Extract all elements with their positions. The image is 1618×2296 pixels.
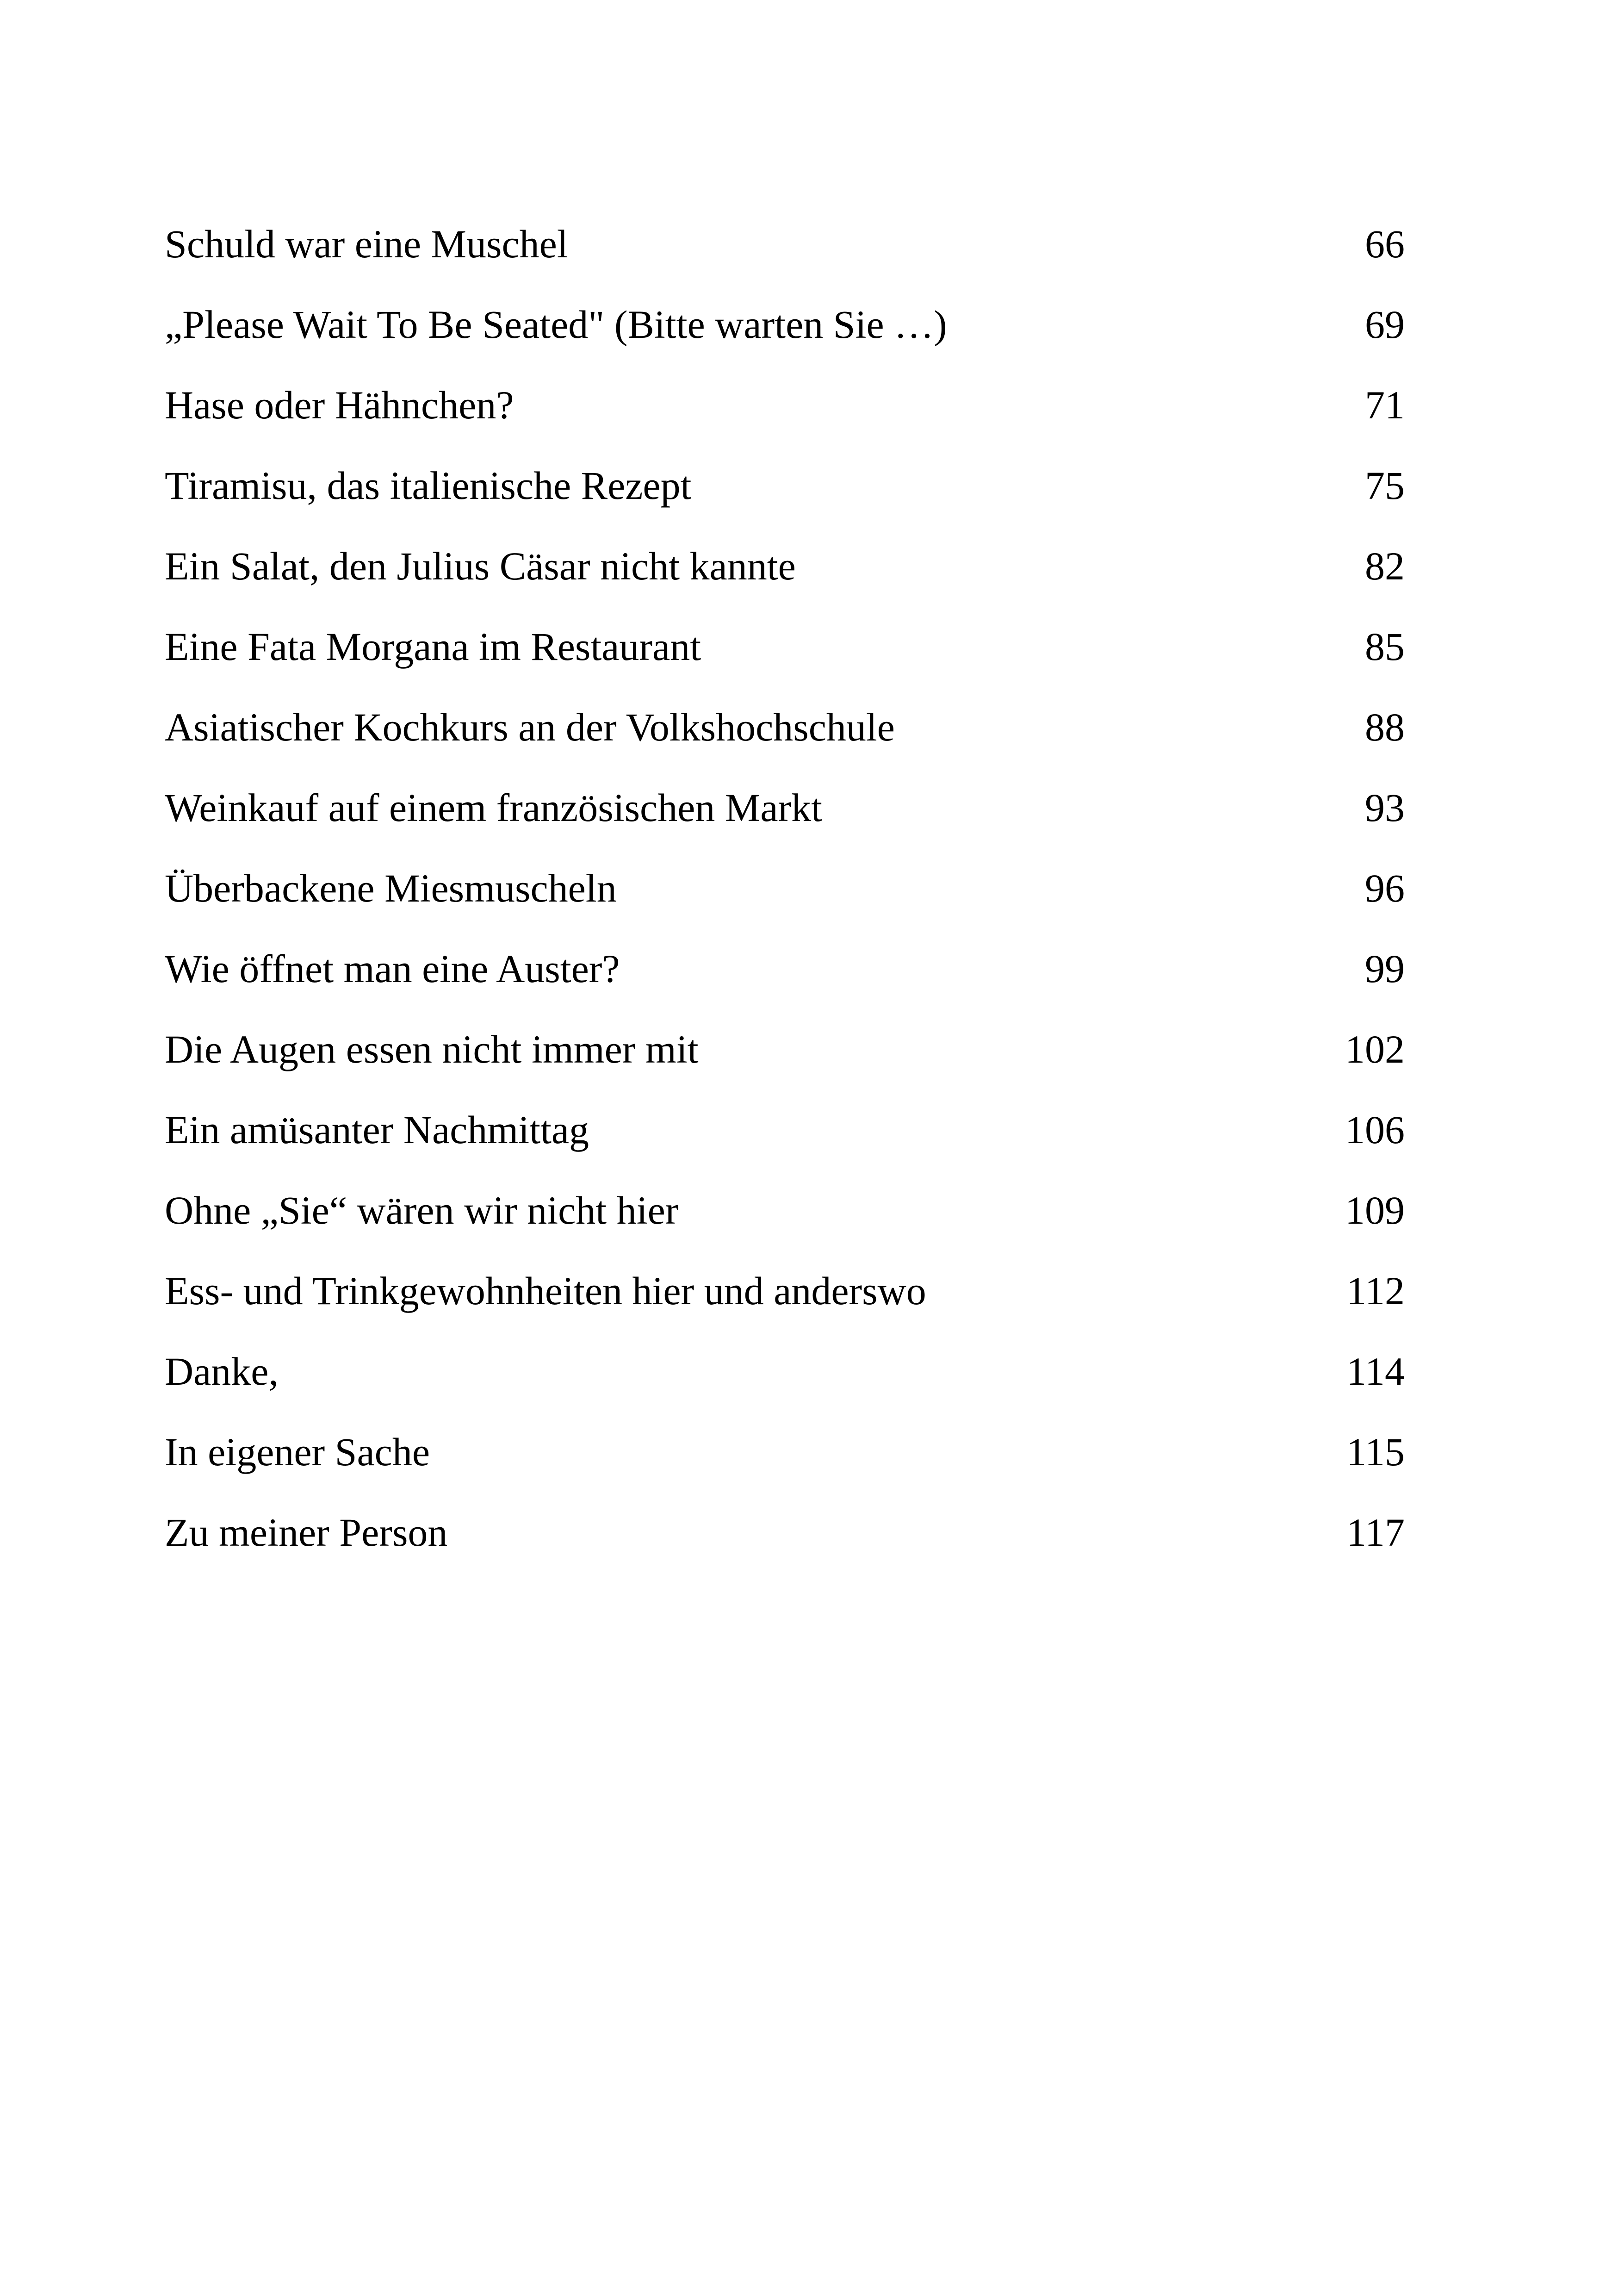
toc-entry-page: 96 [1365, 866, 1405, 910]
table-of-contents [165, 209, 1405, 1578]
toc-entry [165, 451, 1405, 531]
toc-entry-page: 75 [1365, 463, 1405, 508]
toc-entry [165, 1498, 1405, 1578]
toc-entry-title: „Please Wait To Be Seated" (Bitte warten Sie …) [165, 302, 947, 347]
toc-entry-page: 115 [1346, 1430, 1405, 1474]
toc-entry-page: 82 [1365, 544, 1405, 588]
toc-entry [165, 612, 1405, 692]
toc-entry [165, 531, 1405, 612]
toc-entry-page: 66 [1365, 222, 1405, 266]
toc-entry-page: 71 [1365, 383, 1405, 427]
toc-entry-title: In eigener Sache [165, 1430, 430, 1474]
toc-entry-title: Hase oder Hähnchen? [165, 383, 514, 427]
toc-entry [165, 1337, 1405, 1417]
toc-entry-page: 85 [1365, 624, 1405, 669]
toc-entry-title: Weinkauf auf einem französischen Markt [165, 785, 823, 830]
toc-entry [165, 370, 1405, 451]
toc-entry [165, 1417, 1405, 1498]
toc-entry-title: Ohne „Sie“ wären wir nicht hier [165, 1188, 679, 1232]
toc-entry-page: 112 [1346, 1269, 1405, 1313]
toc-entry-title: Schuld war eine Muschel [165, 222, 568, 266]
toc-entry-page: 109 [1345, 1188, 1405, 1232]
toc-entry-page: 102 [1345, 1027, 1405, 1071]
toc-entry [165, 290, 1405, 370]
toc-entry [165, 1095, 1405, 1176]
toc-entry [165, 1014, 1405, 1095]
toc-entry-title: Die Augen essen nicht immer mit [165, 1027, 699, 1071]
toc-entry [165, 692, 1405, 773]
toc-entry-title: Asiatischer Kochkurs an der Volkshochschule [165, 705, 895, 749]
toc-entry-title: Ein Salat, den Julius Cäsar nicht kannte [165, 544, 796, 588]
toc-entry [165, 773, 1405, 853]
toc-entry [165, 209, 1405, 290]
toc-entry-title: Danke, [165, 1349, 279, 1394]
toc-entry-page: 114 [1346, 1349, 1405, 1394]
toc-entry-page: 93 [1365, 785, 1405, 830]
toc-entry [165, 853, 1405, 934]
toc-entry-page: 117 [1346, 1510, 1405, 1555]
toc-entry-title: Überbackene Miesmuscheln [165, 866, 617, 910]
toc-entry-title: Ess- und Trinkgewohnheiten hier und anderswo [165, 1269, 926, 1313]
toc-entry [165, 1256, 1405, 1337]
toc-entry [165, 934, 1405, 1014]
toc-entry-title: Wie öffnet man eine Auster? [165, 946, 620, 991]
toc-entry [165, 1176, 1405, 1256]
toc-entry-page: 106 [1345, 1108, 1405, 1152]
toc-entry-page: 69 [1365, 302, 1405, 347]
toc-entry-title: Tiramisu, das italienische Rezept [165, 463, 692, 508]
toc-entry-title: Zu meiner Person [165, 1510, 448, 1555]
toc-entry-title: Ein amüsanter Nachmittag [165, 1108, 589, 1152]
toc-entry-title: Eine Fata Morgana im Restaurant [165, 624, 701, 669]
toc-entry-page: 88 [1365, 705, 1405, 749]
toc-entry-page: 99 [1365, 946, 1405, 991]
